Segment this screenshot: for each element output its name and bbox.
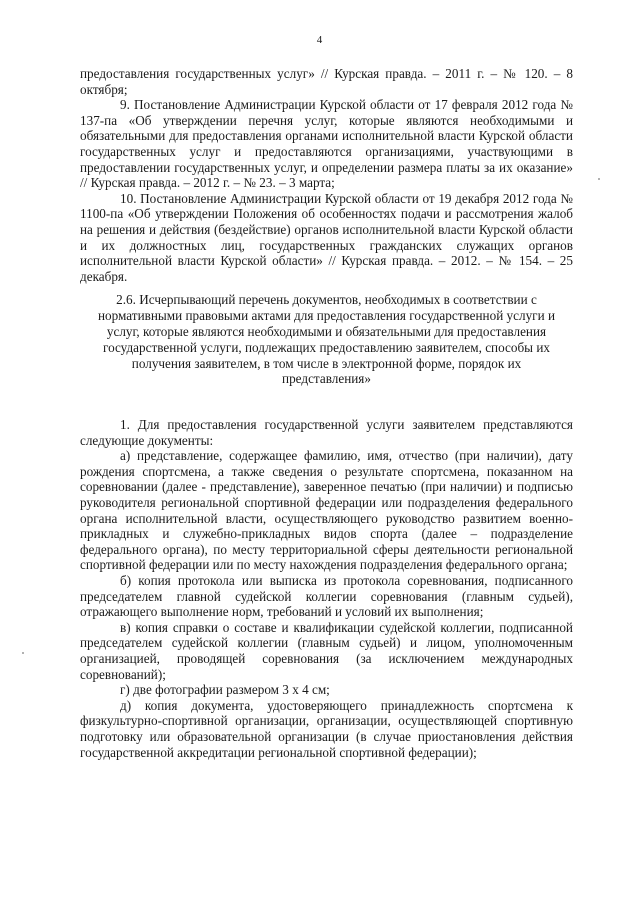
paragraph-item-9: 9. Постановление Администрации Курской области от 17 февраля 2012 года № 137-па «Об утверждении перечня услуг, которые являются необходимыми и обязательными для предоставления органами исполнительной власти Курской области государственных услуг и предоставляются организациями, участвующими в предоставлении государственных услуг, и определении размера платы за их оказание» // Курская правда. – 2012 г. – № 23. – 3 марта; [80, 97, 573, 191]
scan-speck [22, 652, 24, 654]
scan-speck [598, 178, 600, 180]
paragraph-sub-g: г) две фотографии размером 3 х 4 см; [120, 682, 330, 698]
section-heading: 2.6. Исчерпывающий перечень документов, необходимых в соответствии с нормативными правовыми актами для предоставления государственной услуги и услуг, которые являются необходимыми и обязательными для предоставления государственной услуги, подлежащих предоставлению заявителем, способы их получения заявителем, в том числе в электронной форме, порядок их представления» [98, 292, 555, 387]
page-number: 4 [316, 34, 323, 46]
paragraph-sub-d: д) копия документа, удостоверяющего принадлежность спортсмена к физкультурно-спортивной организации, организации, осуществляющей спортивную подготовку или образовательной организации (в случае приостановления действия государственной аккредитации региональной спортивной федерации); [80, 697, 573, 760]
paragraph-continuation: предоставления государственных услуг» // Курская правда. – 2011 г. – № 120. – 8 октября; [80, 66, 573, 97]
paragraph-sub-v: в) копия справки о составе и квалификации судейской коллегии, подписанной председателем судейской коллегии (главным судьей) и лицом, уполномоченным организацией, проводящей соревнования (за исключением международных соревнований); [80, 619, 573, 682]
spacer [80, 395, 573, 417]
paragraph-sub-a: а) представление, содержащее фамилию, имя, отчество (при наличии), дату рождения спортсмена, а также сведения о результате спортсмена, показанном на соревновании (далее - представление), заверенное печатью (при наличии) и подписью руководителя региональной спортивной федерации или подразделения федерального органа исполнительной власти, осуществляющего руководство развитием военно-прикладных и служебно-прикладных видов спорта (далее – подразделение федерального органа), по месту территориальной сферы деятельности региональной спортивной федерации или по месту нахождения подразделения федерального органа; [80, 448, 573, 573]
document-body [80, 66, 573, 760]
paragraph-sub-b: б) копия протокола или выписка из протокола соревнования, подписанного председателем главной судейской коллегии соревнования (главным судьей), отражающего выполнение норм, требований и условий их выполнения; [80, 573, 573, 620]
paragraph-point-1: 1. Для предоставления государственной услуги заявителем представляются следующие документы: [80, 417, 573, 448]
paragraph-item-10: 10. Постановление Администрации Курской области от 19 декабря 2012 года № 1100-па «Об утверждении Положения об особенностях подачи и рассмотрения жалоб на решения и действия (бездействие) органов исполнительной власти Курской области и их должностных лиц, государственных гражданских служащих органов исполнительной власти Курской области» // Курская правда. – 2012. – № 154. – 25 декабря. [80, 190, 573, 284]
